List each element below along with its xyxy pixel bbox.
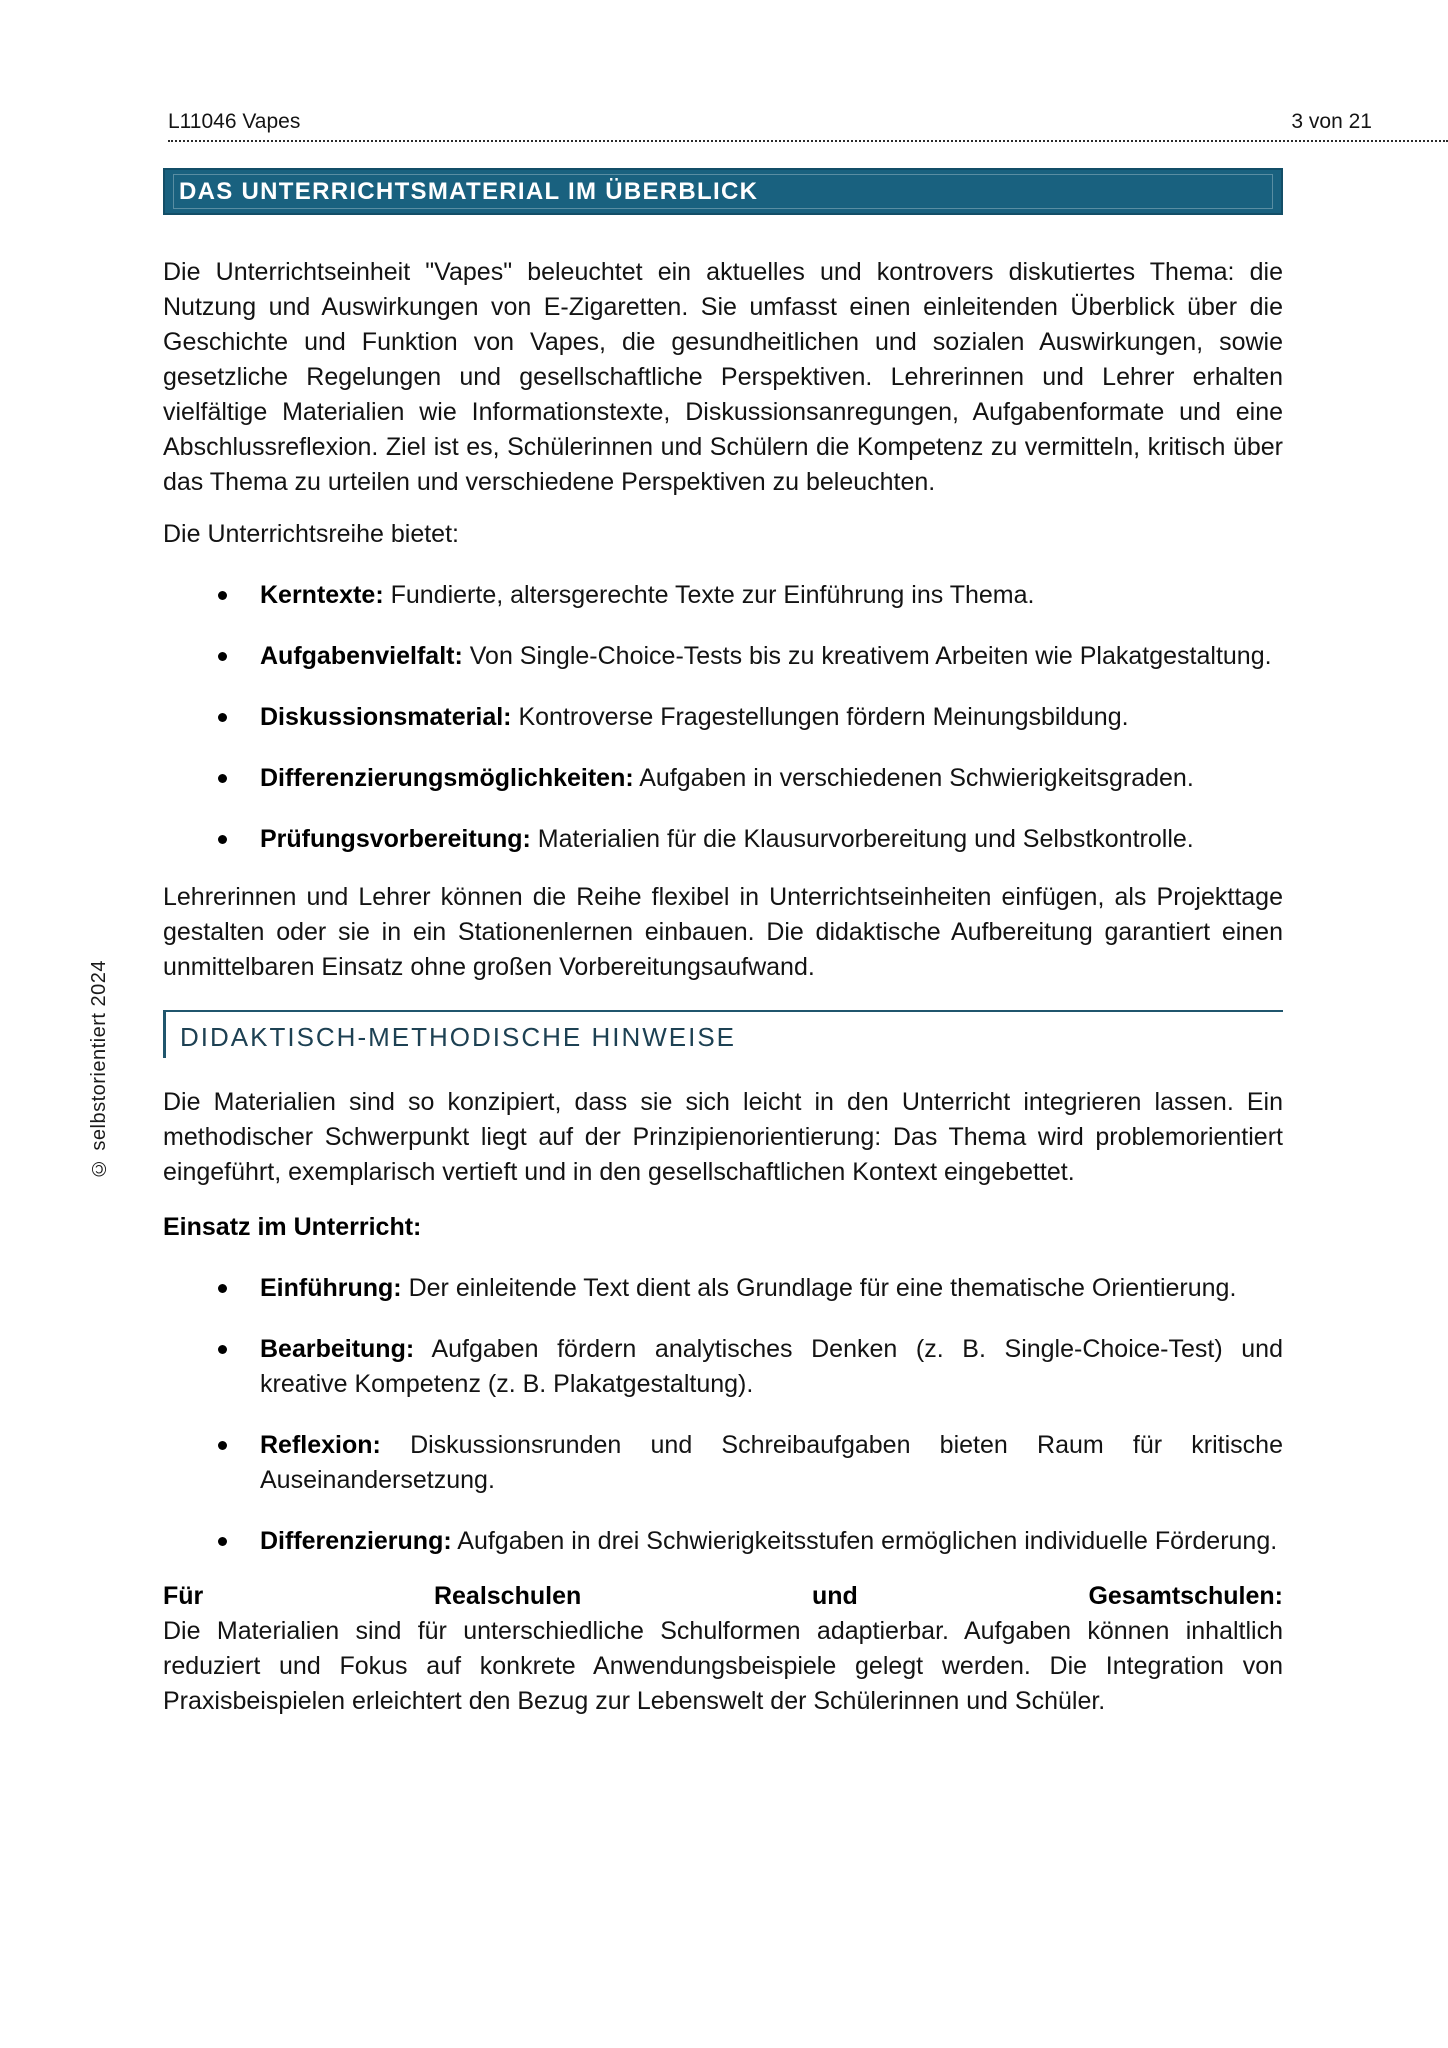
list-item [163,578,1283,613]
list-item [163,700,1283,735]
bullet-text: Diskussionsrunden und Schreibaufgaben bieten Raum für kritische Auseinandersetzung. [260,1431,1283,1494]
copyright-notice: © selbstorientiert 2024 [88,960,110,1180]
bullet-text: Von Single-Choice-Tests bis zu kreativem Arbeiten wie Plakatgestaltung. [469,642,1272,670]
doc-code: L11046 Vapes [168,110,301,133]
bullet-text: Materialien für die Klausurvorbereitung und Selbstkontrolle. [537,825,1194,853]
bullet-term: Differenzierung: [260,1527,452,1555]
document-body [163,168,1283,1719]
bullet-term: Prüfungsvorbereitung: [260,825,531,853]
bullet-icon [218,591,227,600]
section2-title-box [163,1010,1283,1058]
section1-feature-list [163,578,1283,857]
list-item [163,1332,1283,1402]
list-item [163,1428,1283,1498]
section2-method-list [163,1271,1283,1559]
schools-word: und [811,1582,858,1610]
bullet-term: Aufgabenvielfalt: [260,642,463,670]
section1-list-intro: Die Unterrichtsreihe bietet: [163,520,459,548]
bullet-term: Differenzierungsmöglichkeiten: [260,764,634,792]
bullet-icon [218,1284,227,1293]
page-number: 3 von 21 [1291,110,1372,133]
list-item [163,1524,1283,1559]
schools-word: Realschulen [433,1582,582,1610]
bullet-term: Diskussionsmaterial: [260,703,512,731]
list-item [163,1271,1283,1306]
bullet-text: Fundierte, altersgerechte Texte zur Einführung ins Thema. [390,581,1035,609]
bullet-term: Kerntexte: [260,581,384,609]
bullet-icon [218,713,227,722]
bullet-icon [218,835,227,844]
section1-title-bar [163,168,1283,215]
schools-heading-line [163,1579,1283,1614]
schools-word: Gesamtschulen: [1088,1582,1283,1610]
section2-title: DIDAKTISCH-METHODISCHE HINWEISE [180,1022,737,1052]
bullet-text: Aufgaben in verschiedenen Schwierigkeitsgraden. [639,764,1194,792]
section1-outro-paragraph: Lehrerinnen und Lehrer können die Reihe flexibel in Unterrichtseinheiten einfügen, als Projekttage gestalten oder sie in ein Stationenlernen einbauen. Die didaktische Aufbereitung garantiert einen unmittelbaren Einsatz ohne großen Vorbereitungsaufwand. [163,883,1283,981]
bullet-term: Einführung: [260,1274,402,1302]
list-item [163,761,1283,796]
bullet-term: Reflexion: [260,1431,381,1459]
section2-subheading: Einsatz im Unterricht: [163,1213,422,1241]
schools-paragraph: Die Materialien sind für unterschiedliche Schulformen adaptierbar. Aufgaben können inhaltlich reduziert und Fokus auf konkrete Anwendungsbeispiele gelegt werden. Die Integration von Praxisbeispielen erleichtert den Bezug zur Lebenswelt der Schülerinnen und Schüler. [163,1617,1283,1715]
bullet-text: Der einleitende Text dient als Grundlage für eine thematische Orientierung. [408,1274,1237,1302]
bullet-icon [218,1345,227,1354]
page-header [168,110,1448,142]
section1-title: DAS UNTERRICHTSMATERIAL IM ÜBERBLICK [179,178,759,205]
bullet-text: Aufgaben in drei Schwierigkeitsstufen ermöglichen individuelle Förderung. [457,1527,1278,1555]
list-item [163,639,1283,674]
bullet-icon [218,774,227,783]
bullet-term: Bearbeitung: [260,1335,415,1363]
section2-intro-paragraph: Die Materialien sind so konzipiert, dass sie sich leicht in den Unterricht integrieren lassen. Ein methodischer Schwerpunkt liegt auf der Prinzipienorientierung: Das Thema wird problemorientiert eingeführt, exemplarisch vertieft und in den gesellschaftlichen Kontext eingebettet. [163,1088,1283,1186]
bullet-text: Kontroverse Fragestellungen fördern Meinungsbildung. [518,703,1129,731]
schools-word: Für [163,1582,204,1610]
bullet-icon [218,1537,227,1546]
bullet-icon [218,652,227,661]
bullet-icon [218,1441,227,1450]
section1-intro-paragraph: Die Unterrichtseinheit "Vapes" beleuchtet ein aktuelles und kontrovers diskutiertes Thema: die Nutzung und Auswirkungen von E-Zigaretten. Sie umfasst einen einleitenden Überblick über die Geschichte und Funktion von Vapes, die gesundheitlichen und sozialen Auswirkungen, sowie gesetzliche Regelungen und gesellschaftliche Perspektiven. Lehrerinnen und Lehrer erhalten vielfältige Materialien wie Informationstexte, Diskussionsanregungen, Aufgabenformate und eine Abschlussreflexion. Ziel ist es, Schülerinnen und Schülern die Kompetenz zu vermitteln, kritisch über das Thema zu urteilen und verschiedene Perspektiven zu beleuchten. [163,258,1283,496]
bullet-text: Aufgaben fördern analytisches Denken (z. B. Single-Choice-Test) und kreative Kompetenz (z. B. Plakatgestaltung). [260,1335,1283,1398]
list-item [163,822,1283,857]
